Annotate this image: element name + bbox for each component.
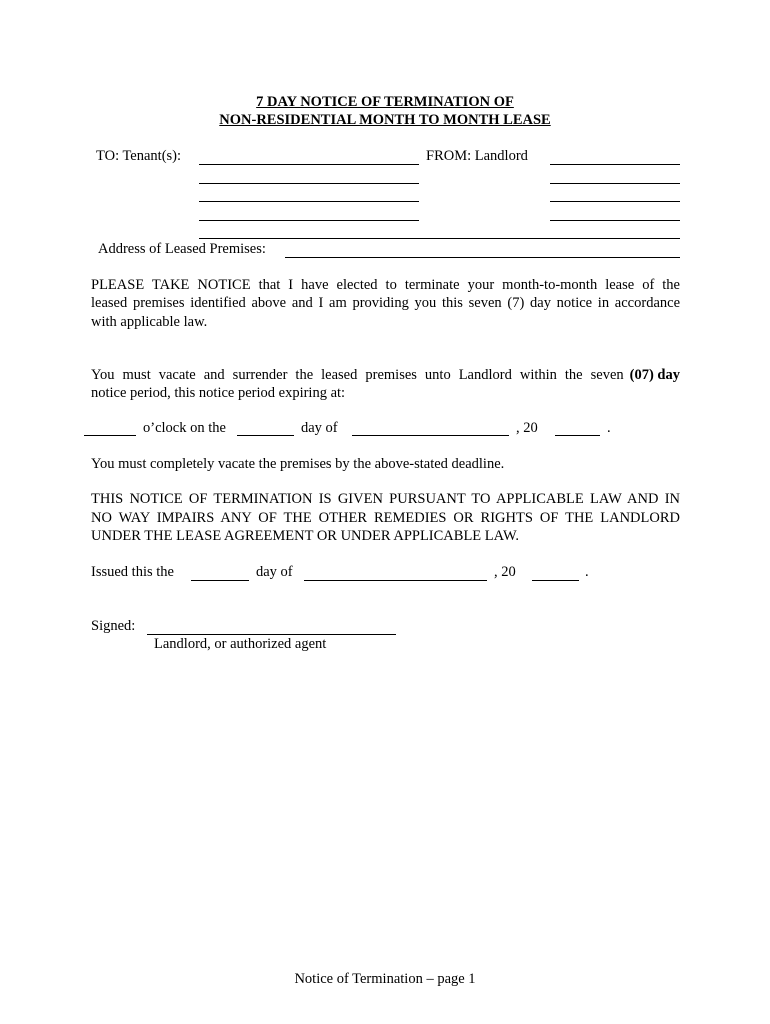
notice-paragraph-2-line-1 [91, 366, 680, 385]
vacate-text: You must vacate and surrender the leased premises unto Landlord within the seven [91, 367, 624, 383]
legal-line-2: NO WAY IMPAIRS ANY OF THE OTHER REMEDIES OR RIGHTS OF THE LANDLORD [91, 510, 680, 526]
expiry-day-of-label: day of [301, 420, 338, 436]
address-line[interactable] [285, 257, 680, 258]
issued-day-field[interactable] [191, 580, 249, 581]
to-tenants-label: TO: Tenant(s): [96, 148, 182, 164]
issued-year-prefix: , 20 [494, 564, 516, 580]
issued-year-field[interactable] [532, 580, 579, 581]
oclock-label: o’clock on the [143, 420, 226, 436]
signed-label: Signed: [91, 618, 136, 634]
page-footer: Notice of Termination – page 1 [294, 971, 476, 987]
issued-label: Issued this the [91, 564, 174, 580]
expiry-month-field[interactable] [352, 435, 509, 436]
expiry-period: . [607, 420, 611, 436]
signature-caption: Landlord, or authorized agent [154, 636, 327, 652]
seven-day-bold-text: (07) day [629, 367, 680, 383]
address-line-upper[interactable] [199, 238, 680, 239]
issued-period: . [585, 564, 589, 580]
expiry-day-field[interactable] [237, 435, 294, 436]
tenant-name-line-3[interactable] [199, 201, 419, 202]
landlord-name-line-2[interactable] [550, 183, 680, 184]
from-landlord-label: FROM: Landlord [426, 148, 528, 164]
tenant-name-line-2[interactable] [199, 183, 419, 184]
issued-month-field[interactable] [304, 580, 487, 581]
expiry-year-field[interactable] [555, 435, 600, 436]
notice-paragraph-2-line-2: notice period, this notice period expiring at: [91, 385, 346, 401]
notice-paragraph-1-line-3: with applicable law. [91, 314, 208, 330]
address-label: Address of Leased Premises: [98, 241, 266, 257]
signature-line[interactable] [147, 634, 396, 635]
tenant-name-line-1[interactable] [199, 164, 419, 165]
expiry-hour-field[interactable] [84, 435, 136, 436]
issued-day-of-label: day of [256, 564, 293, 580]
landlord-name-line-1[interactable] [550, 164, 680, 165]
expiry-year-prefix: , 20 [516, 420, 538, 436]
document-title-line-1: 7 DAY NOTICE OF TERMINATION OF [256, 94, 514, 110]
tenant-name-line-4[interactable] [199, 220, 419, 221]
deadline-text: You must completely vacate the premises by the above-stated deadline. [91, 456, 505, 472]
notice-paragraph-1-line-1: PLEASE TAKE NOTICE that I have elected to terminate your month-to-month lease of the [91, 277, 680, 293]
landlord-name-line-4[interactable] [550, 220, 680, 221]
landlord-name-line-3[interactable] [550, 201, 680, 202]
legal-line-3: UNDER THE LEASE AGREEMENT OR UNDER APPLICABLE LAW. [91, 528, 519, 544]
document-title-line-2: NON-RESIDENTIAL MONTH TO MONTH LEASE [219, 112, 551, 128]
notice-paragraph-1-line-2: leased premises identified above and I am providing you this seven (7) day notice in accordance [91, 295, 680, 311]
legal-line-1: THIS NOTICE OF TERMINATION IS GIVEN PURSUANT TO APPLICABLE LAW AND IN [91, 491, 680, 507]
